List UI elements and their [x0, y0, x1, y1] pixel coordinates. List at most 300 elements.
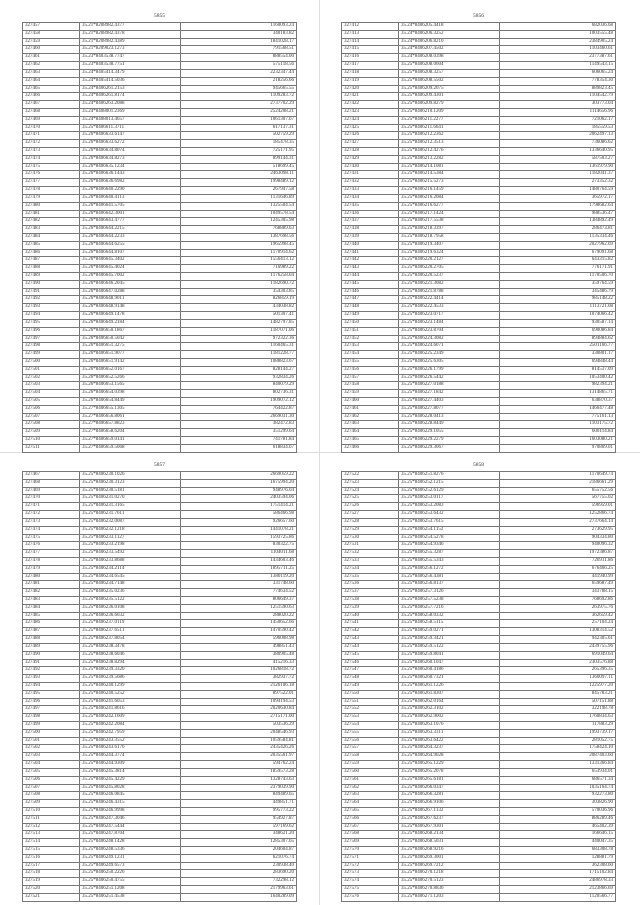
table-row [23, 85, 297, 93]
row-id-cell: 327565 [342, 807, 399, 815]
code-cell: 35.26*8406636.1443 [80, 171, 181, 179]
row-id-cell: 327544 [342, 643, 399, 651]
row-id-cell: 327495 [23, 690, 80, 698]
amount-cell: 354303.85 [180, 288, 296, 296]
code-cell: 35.25*8406227.8077 [399, 405, 500, 413]
amount-cell: 1170649.74 [499, 472, 615, 480]
amount-cell: 365972.17 [499, 194, 615, 202]
row-id-cell: 327487 [23, 257, 80, 265]
row-id-cell: 327502 [23, 374, 80, 382]
table-row [23, 429, 297, 437]
code-cell: 35.26*8406647.0288 [80, 288, 181, 296]
amount-cell: 1972386.87 [499, 550, 615, 558]
table-row [342, 257, 616, 265]
table-row [342, 23, 616, 31]
row-id-cell: 327558 [342, 753, 399, 761]
row-id-cell: 327413 [342, 30, 399, 38]
table-row [23, 93, 297, 101]
table-row [23, 108, 297, 116]
amount-cell: 449851.71 [180, 800, 296, 808]
row-id-cell: 327465 [342, 437, 399, 445]
amount-cell: 1088823.67 [180, 358, 296, 366]
row-id-cell: 327506 [23, 405, 80, 413]
code-cell: 35.25*8406270.1218 [399, 870, 500, 878]
table-row [23, 46, 297, 54]
amount-cell: 1160465.31 [180, 343, 296, 351]
amount-cell: 1113721.08 [499, 304, 615, 312]
code-cell: 35.25*8406259.3421 [399, 636, 500, 644]
amount-cell: 345486.79 [499, 288, 615, 296]
table-row [23, 405, 297, 413]
amount-cell: 1103175.72 [499, 421, 615, 429]
table-row [23, 636, 297, 644]
code-cell: 35.25*8406216.2084 [399, 194, 500, 202]
amount-cell: 362308.60 [499, 862, 615, 870]
code-cell: 35.25*8406245.4229 [80, 776, 181, 784]
code-cell: 35.24*8405414.3479 [80, 69, 181, 77]
code-cell: 35.25*8406212.2362 [399, 132, 500, 140]
amount-cell: 2232347.44 [180, 69, 296, 77]
amount-cell: 725171.95 [180, 148, 296, 156]
amount-cell: 1603080.21 [499, 437, 615, 445]
amount-cell: 596008.98 [180, 636, 296, 644]
table-row [23, 69, 297, 77]
amount-cell: 1103460.61 [499, 46, 615, 54]
code-cell: 35.26*8406642.3001 [80, 210, 181, 218]
table-row [23, 437, 297, 445]
table-row [23, 312, 297, 320]
code-cell: 35.24*8406206.8210 [399, 38, 500, 46]
row-id-cell: 327543 [342, 636, 399, 644]
code-cell: 35.25*8406217.5538 [399, 218, 500, 226]
row-id-cell: 327438 [342, 226, 399, 234]
table-row [342, 226, 616, 234]
amount-cell: 570036.96 [499, 807, 615, 815]
row-id-cell: 327446 [342, 288, 399, 296]
row-id-cell: 327516 [23, 854, 80, 862]
table-row [23, 597, 297, 605]
row-id-cell: 327501 [23, 737, 80, 745]
code-cell: 35.25*8406242.7959 [80, 729, 181, 737]
row-id-cell: 327437 [342, 218, 399, 226]
code-cell: 35.24*8406261.8174 [80, 93, 181, 101]
table-row [342, 233, 616, 241]
table-row [342, 604, 616, 612]
amount-cell: 117883.29 [499, 722, 615, 730]
table-row [342, 651, 616, 659]
row-id-cell: 327556 [342, 737, 399, 745]
amount-cell: 2715171.00 [180, 714, 296, 722]
amount-cell: 359764.59 [499, 280, 615, 288]
amount-cell: 826859.19 [180, 296, 296, 304]
code-cell: 35.25*8406268.9216 [399, 847, 500, 855]
amount-cell: 768692.86 [499, 597, 615, 605]
amount-cell: 606065.24 [499, 69, 615, 77]
row-id-cell: 327561 [342, 776, 399, 784]
table-row [23, 273, 297, 281]
table-row [23, 413, 297, 421]
code-cell: 35.25*8406238.8294 [80, 659, 181, 667]
amount-cell: 1841028.17 [180, 38, 296, 46]
code-cell: 35.26*8406636.6982 [80, 179, 181, 187]
table-row [23, 366, 297, 374]
row-id-cell: 327473 [23, 148, 80, 156]
code-cell: 35.27*8406659.0141 [80, 437, 181, 445]
row-id-cell: 327484 [23, 604, 80, 612]
row-id-cell: 327441 [342, 249, 399, 257]
page-number: 5858 [473, 462, 484, 468]
amount-cell: 732298.12 [180, 878, 296, 886]
amount-cell: 518699.45 [180, 163, 296, 171]
code-cell: 35.25*8406243.6176 [80, 745, 181, 753]
row-id-cell: 327511 [23, 444, 80, 452]
row-id-cell: 327499 [23, 351, 80, 359]
amount-cell: 776171.91 [499, 265, 615, 273]
code-cell: 35.25*8406241.6053 [80, 698, 181, 706]
row-id-cell: 327486 [23, 249, 80, 257]
code-cell: 35.25*8406248.1428 [80, 839, 181, 847]
row-id-cell: 327533 [342, 557, 399, 565]
table-row [23, 807, 297, 815]
row-id-cell: 327524 [342, 487, 399, 495]
row-id-cell: 327573 [342, 870, 399, 878]
amount-cell: 617137.31 [180, 124, 296, 132]
row-id-cell: 327518 [23, 870, 80, 878]
amount-cell: 587503.27 [499, 155, 615, 163]
table-row [23, 202, 297, 210]
code-cell: 35.25*8406235.5122 [80, 597, 181, 605]
table-row [342, 847, 616, 855]
row-id-cell: 327508 [23, 421, 80, 429]
table-row [23, 124, 297, 132]
code-cell: 35.25*8406229.1055 [399, 429, 500, 437]
code-cell: 35.25*8406211.2277 [399, 116, 500, 124]
amount-cell: 1325504.54 [180, 202, 296, 210]
row-id-cell: 327460 [23, 46, 80, 54]
amount-cell: 1104542.79 [499, 93, 615, 101]
code-cell: 35.26*8406634.8273 [80, 155, 181, 163]
row-id-cell: 327464 [23, 77, 80, 85]
code-cell: 35.26*8406649.2184 [80, 319, 181, 327]
amount-cell: 283690.20 [180, 870, 296, 878]
row-id-cell: 327422 [342, 101, 399, 109]
amount-cell: 690086.84 [499, 327, 615, 335]
row-id-cell: 327454 [342, 351, 399, 359]
table-row [342, 526, 616, 534]
table-row [23, 343, 297, 351]
row-id-cell: 327478 [23, 187, 80, 195]
code-cell: 35.26*8406645.7002 [80, 273, 181, 281]
amount-cell: 204604.87 [180, 847, 296, 855]
page-number: 5856 [473, 13, 484, 19]
table-row [342, 210, 616, 218]
amount-cell: 2486978.33 [499, 878, 615, 886]
amount-cell: 1384892.49 [499, 218, 615, 226]
code-cell: 35.25*8406220.5237 [399, 273, 500, 281]
amount-cell: 849489.65 [180, 792, 296, 800]
amount-cell: 970869.01 [499, 444, 615, 452]
code-cell: 35.26*8406634.8074 [80, 148, 181, 156]
table-row [23, 319, 297, 327]
code-cell: 35.25*8406208.5502 [399, 77, 500, 85]
code-cell: 35.25*8406233.8688 [80, 557, 181, 565]
amount-cell: 1003555.48 [499, 30, 615, 38]
table-row [342, 862, 616, 870]
row-id-cell: 327497 [23, 335, 80, 343]
code-cell: 35.25*8406268.2134 [399, 831, 500, 839]
table-row [23, 479, 297, 487]
table-row [23, 194, 297, 202]
table-row [23, 132, 297, 140]
table-row [23, 659, 297, 667]
table-row [23, 854, 297, 862]
amount-cell: 1120566.77 [499, 893, 615, 901]
amount-cell: 1909072.12 [180, 398, 296, 406]
code-cell: 35.26*8406645.4024 [80, 265, 181, 273]
row-id-cell: 327574 [342, 878, 399, 886]
row-id-cell: 327462 [23, 62, 80, 70]
row-id-cell: 327504 [23, 761, 80, 769]
row-id-cell: 327570 [342, 847, 399, 855]
amount-cell: 814537.09 [499, 366, 615, 374]
row-id-cell: 327507 [23, 413, 80, 421]
table-row [23, 233, 297, 241]
table-row [342, 374, 616, 382]
table-row [23, 265, 297, 273]
row-id-cell: 327425 [342, 124, 399, 132]
table-row [342, 479, 616, 487]
code-cell: 35.25*8406247.8704 [80, 831, 181, 839]
row-id-cell: 327477 [23, 550, 80, 558]
table-row [23, 604, 297, 612]
amount-cell: 659687.49 [499, 581, 615, 589]
amount-cell: 1053400.42 [499, 374, 615, 382]
table-row [23, 776, 297, 784]
amount-cell: 1380119.20 [180, 573, 296, 581]
row-id-cell: 327459 [342, 390, 399, 398]
row-id-cell: 327459 [23, 38, 80, 46]
table-row [23, 390, 297, 398]
amount-cell: 716989.22 [180, 265, 296, 273]
table-row [342, 179, 616, 187]
row-id-cell: 327523 [342, 479, 399, 487]
table-row [23, 30, 297, 38]
code-cell: 35.25*8406209.4301 [399, 93, 500, 101]
amount-cell: 1360097.11 [499, 675, 615, 683]
row-id-cell: 327464 [342, 429, 399, 437]
amount-cell: 351299.64 [180, 429, 296, 437]
row-id-cell: 327502 [23, 745, 80, 753]
table-row [342, 265, 616, 273]
code-cell: 35.25*8406238.6046 [80, 651, 181, 659]
row-id-cell: 327414 [342, 38, 399, 46]
code-cell: 35.25*8406231.3165 [80, 503, 181, 511]
table-row [342, 776, 616, 784]
table-row [342, 636, 616, 644]
row-id-cell: 327418 [342, 69, 399, 77]
row-id-cell: 327488 [23, 265, 80, 273]
code-cell: 35.25*8406265.2078 [399, 768, 500, 776]
amount-cell: 596959.01 [499, 503, 615, 511]
row-id-cell: 327482 [23, 218, 80, 226]
amount-cell: 382937.72 [180, 675, 296, 683]
code-cell: 35.25*8406267.1132 [399, 807, 500, 815]
table-row [342, 343, 616, 351]
code-cell: 35.25*8406255.3287 [399, 550, 500, 558]
code-cell: 35.25*8406259.8041 [399, 651, 500, 659]
table-row [23, 612, 297, 620]
row-id-cell: 327569 [342, 839, 399, 847]
amount-cell: 1135334.46 [499, 233, 615, 241]
amount-cell: 988536.47 [499, 210, 615, 218]
amount-cell: 1170914.62 [180, 249, 296, 257]
row-id-cell: 327472 [23, 511, 80, 519]
code-cell: 35.25*8406214.5384 [399, 171, 500, 179]
amount-cell: 791568.51 [180, 46, 296, 54]
amount-cell: 676466.25 [499, 565, 615, 573]
code-cell: 35.25*8406212.3513 [399, 140, 500, 148]
code-cell: 35.26*8406645.3402 [80, 257, 181, 265]
code-cell: 35.24*8406205.4418 [399, 23, 500, 31]
code-cell: 35.25*8406250.2226 [80, 870, 181, 878]
code-cell: 35.25*8406257.5238 [399, 597, 500, 605]
code-cell: 35.24*8406208.0398 [399, 54, 500, 62]
amount-cell: 1314865.71 [499, 390, 615, 398]
amount-cell: 889823.45 [499, 85, 615, 93]
code-cell: 35.25*8406224.6071 [399, 343, 500, 351]
table-row [342, 249, 616, 257]
amount-cell: 1965998.45 [180, 241, 296, 249]
table-row [23, 374, 297, 382]
table-row [342, 101, 616, 109]
amount-cell: 926657.60 [180, 518, 296, 526]
amount-cell: 257104.24 [499, 620, 615, 628]
code-cell: 35.25*8406214.1081 [399, 163, 500, 171]
amount-cell: 985148.22 [499, 296, 615, 304]
code-cell: 35.26*8406648.9011 [80, 296, 181, 304]
table-row [342, 327, 616, 335]
table-row [342, 390, 616, 398]
amount-cell: 774634.52 [180, 589, 296, 597]
code-cell: 35.25*8406268.5031 [399, 839, 500, 847]
amount-cell: 618834.67 [180, 444, 296, 452]
table-row [342, 304, 616, 312]
row-id-cell: 327419 [342, 77, 399, 85]
table-row [23, 382, 297, 390]
code-cell: 35.25*8406240.5252 [80, 690, 181, 698]
row-id-cell: 327417 [342, 62, 399, 70]
table-row [342, 163, 616, 171]
amount-cell: 340183.82 [180, 30, 296, 38]
code-cell: 35.25*8406263.6422 [399, 737, 500, 745]
row-id-cell: 327451 [342, 327, 399, 335]
code-cell: 35.25*8406611.3711 [80, 124, 181, 132]
table-row [342, 581, 616, 589]
code-cell: 35.25*8406209.2075 [399, 85, 500, 93]
amount-cell: 1061307.67 [180, 116, 296, 124]
code-cell: 35.24*8406261.2153 [80, 85, 181, 93]
row-id-cell: 327470 [23, 495, 80, 503]
amount-cell: 1387698.56 [180, 233, 296, 241]
code-cell: 35.25*8406260.7321 [399, 675, 500, 683]
amount-cell: 1460477.48 [499, 405, 615, 413]
amount-cell: 575118.56 [180, 62, 296, 70]
row-id-cell: 327457 [342, 374, 399, 382]
table-row [23, 335, 297, 343]
row-id-cell: 327496 [23, 698, 80, 706]
code-cell: 35.26*8406651.9077 [80, 351, 181, 359]
table-row [342, 335, 616, 343]
table-row [342, 550, 616, 558]
code-cell: 35.25*8406238.3478 [80, 643, 181, 651]
table-row [342, 413, 616, 421]
amount-cell: 166646.15 [499, 831, 615, 839]
table-row [23, 163, 297, 171]
row-id-cell: 327471 [23, 503, 80, 511]
code-cell: 35.25*8406224.3082 [399, 335, 500, 343]
code-cell: 35.25*8406217.1424 [399, 210, 500, 218]
code-cell: 35.25*8406233.1127 [80, 534, 181, 542]
page-number: 5857 [154, 462, 165, 468]
amount-cell: 1182041.37 [499, 171, 615, 179]
table-row [342, 288, 616, 296]
code-cell: 35.25*8406266.0347 [399, 784, 500, 792]
amount-cell: 954927.87 [180, 815, 296, 823]
row-id-cell: 327520 [23, 886, 80, 894]
table-row [23, 706, 297, 714]
row-id-cell: 327563 [342, 792, 399, 800]
code-cell: 35.25*8406231.7611 [80, 511, 181, 519]
row-id-cell: 327470 [23, 124, 80, 132]
amount-cell: 2303576.88 [499, 659, 615, 667]
code-cell: 35.25*8406219.3407 [399, 241, 500, 249]
amount-cell: 904334.80 [499, 534, 615, 542]
code-cell: 35.27*8406655.1305 [80, 405, 181, 413]
code-cell: 35.25*8406225.2349 [399, 351, 500, 359]
table-row [342, 768, 616, 776]
table-row [342, 187, 616, 195]
amount-cell: 683308.78 [499, 847, 615, 855]
table-row [342, 573, 616, 581]
amount-cell: 775161.13 [499, 413, 615, 421]
code-cell: 35.26*8406652.5266 [80, 374, 181, 382]
amount-cell: 897522.01 [180, 690, 296, 698]
amount-cell: 1470590.42 [180, 628, 296, 636]
code-cell: 35.25*8406232.1218 [80, 526, 181, 534]
row-id-cell: 327448 [342, 304, 399, 312]
amount-cell: 942305.61 [499, 636, 615, 644]
code-cell: 35.25*8406244.3774 [80, 753, 181, 761]
row-id-cell: 327485 [23, 241, 80, 249]
amount-cell: 1131646.89 [180, 194, 296, 202]
code-cell: 35.25*8406237.8054 [80, 636, 181, 644]
code-cell: 35.25*8406269.7212 [399, 862, 500, 870]
amount-cell: 501307.41 [180, 312, 296, 320]
table-row [23, 179, 297, 187]
amount-cell: 1798682.64 [499, 202, 615, 210]
amount-cell: 1181228.77 [180, 351, 296, 359]
amount-cell: 1336640.95 [499, 148, 615, 156]
table-row [342, 472, 616, 480]
table-row [342, 557, 616, 565]
row-id-cell: 327472 [23, 140, 80, 148]
table-row [23, 38, 297, 46]
code-cell: 35.25*8406260.1047 [399, 659, 500, 667]
code-cell: 35.25*8406234.7148 [80, 581, 181, 589]
table-row [23, 815, 297, 823]
amount-cell: 2737664.14 [499, 518, 615, 526]
amount-cell: 1187071.06 [180, 327, 296, 335]
